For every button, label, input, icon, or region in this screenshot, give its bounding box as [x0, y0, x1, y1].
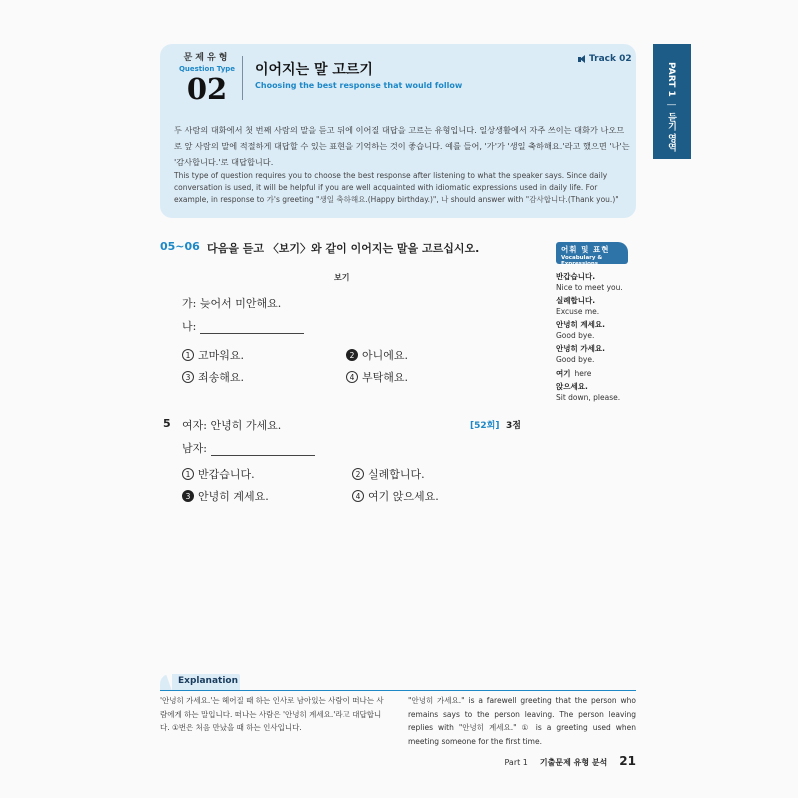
question-5-number: 5	[163, 417, 171, 430]
question-5-option-2-text: 실례합니다.	[368, 468, 425, 481]
option-number-4: 4	[346, 371, 358, 383]
side-tab-section: 듣기 영역	[666, 112, 676, 152]
example-option-1[interactable]	[182, 347, 244, 363]
question-5-line-a: 여자: 안녕히 가세요.	[182, 419, 282, 432]
example-answer-blank	[200, 324, 304, 334]
example-option-3-text: 죄송해요.	[198, 371, 245, 384]
header-divider	[242, 56, 243, 100]
option-number-1: 1	[182, 349, 194, 361]
option-number-3: 3	[182, 371, 194, 383]
vocab-item	[556, 272, 646, 293]
question-5-points: 3점	[506, 421, 521, 431]
footer-title: 기출문제 유형 분석	[539, 758, 608, 767]
question-5-option-4-text: 여기 앉으세요.	[368, 490, 439, 503]
example-option-4-text: 부탁해요.	[362, 371, 409, 384]
page-number: 21	[619, 754, 636, 768]
question-5-option-3[interactable]	[182, 488, 269, 504]
vocab-item	[556, 320, 646, 341]
vocab-heading	[556, 242, 628, 267]
part-side-tab	[653, 44, 691, 159]
question-5-option-2[interactable]	[352, 466, 425, 482]
vocab-list	[556, 272, 646, 406]
question-type-kr: 문제유형	[183, 53, 231, 63]
footer-part: Part 1	[504, 758, 528, 767]
vocab-item	[556, 344, 646, 365]
question-5-option-1[interactable]	[182, 466, 255, 482]
example-line-b	[182, 318, 304, 334]
vocab-meaning: Sit down, please.	[556, 393, 621, 402]
option-number-2-selected: 2	[346, 349, 358, 361]
question-instruction: 다음을 듣고 〈보기〉와 같이 이어지는 말을 고르십시오.	[207, 242, 480, 255]
question-type-number: 02	[186, 72, 228, 106]
question-5-option-4[interactable]	[352, 488, 439, 504]
vocab-title-kr: 어휘 및 표현	[561, 245, 610, 254]
vocab-meaning: Good bye.	[556, 355, 595, 364]
question-type-block	[176, 50, 238, 104]
question-type-header	[160, 44, 636, 218]
option-number-2: 2	[352, 468, 364, 480]
explanation-korean: '안녕히 가세요.'는 헤어질 때 하는 인사로 남아있는 사람이 떠나는 사람에게 하는 말입니다. 떠나는 사람은 '안녕히 계세요.'라고 대답합니다. ①번은 처음 만났을 때 하는 인사입니다.	[160, 696, 384, 732]
vocab-term: 여기	[556, 369, 571, 378]
vocab-meaning: here	[574, 369, 592, 378]
explanation-divider	[160, 690, 636, 691]
example-option-3[interactable]	[182, 369, 244, 385]
side-tab-part: PART 1	[666, 62, 676, 97]
vocab-term: 실례합니다.	[556, 296, 596, 305]
question-5-option-3-text: 안녕히 계세요.	[198, 490, 269, 503]
question-5-source: [52회]	[470, 421, 500, 431]
example-label: 보기	[334, 273, 350, 282]
example-option-1-text: 고마워요.	[198, 349, 245, 362]
description-korean: 두 사람의 대화에서 첫 번째 사람의 말을 듣고 뒤에 이어질 대답을 고르는 유형입니다. 일상생활에서 자주 쓰이는 대화가 나오므로 앞 사람의 말에 적절하게 대답할 수 있는 표현을 기억하는 것이 좋습니다. 예를 들어, '가'가 '생일 축하해요.'라고 했으면 '나'는 '감사합니다.'로 대답합니다.	[174, 125, 630, 167]
question-type-en: Question Type	[178, 65, 236, 73]
vocab-meaning: Nice to meet you.	[556, 283, 623, 292]
question-5-line-b	[182, 440, 315, 456]
question-5-line-b-speaker: 남자:	[182, 442, 207, 455]
example-line-a: 가: 늦어서 미안해요.	[182, 297, 282, 310]
example-option-4[interactable]	[346, 369, 408, 385]
page-footer	[504, 754, 636, 768]
vocab-meaning: Excuse me.	[556, 307, 600, 316]
vocab-term: 안녕히 가세요.	[556, 344, 605, 353]
example-option-2[interactable]	[346, 347, 408, 363]
track-label: Track 02	[589, 54, 632, 64]
example-option-2-text: 아니에요.	[362, 349, 409, 362]
vocab-item	[556, 382, 646, 403]
vocab-meaning: Good bye.	[556, 331, 595, 340]
audio-track-button[interactable]	[578, 54, 632, 64]
option-number-4: 4	[352, 490, 364, 502]
question-5-answer-blank	[211, 446, 315, 456]
option-number-1: 1	[182, 468, 194, 480]
vocab-item	[556, 296, 646, 317]
vocab-term: 반갑습니다.	[556, 272, 596, 281]
question-type-title: 이어지는 말 고르기	[255, 62, 373, 78]
vocab-item	[556, 368, 646, 379]
speaker-icon	[578, 55, 586, 64]
explanation-label: Explanation	[160, 674, 240, 691]
side-tab-text	[665, 62, 678, 152]
example-line-b-speaker: 나:	[182, 320, 197, 333]
question-5-option-1-text: 반갑습니다.	[198, 468, 255, 481]
vocab-term: 앉으세요.	[556, 382, 588, 391]
option-number-3-selected: 3	[182, 490, 194, 502]
side-tab-separator: |	[666, 102, 676, 107]
explanation-english: "안녕히 가세요." is a farewell greeting that the person who remains says to the person leaving. The person leaving replies with "안녕히 계세요." ① is a greeting used when meeting someone for the first time.	[408, 696, 636, 746]
question-range: 05~06	[160, 240, 200, 253]
description-english: This type of question requires you to choose the best response after listening to what the speaker says. Since daily conversation is used, it will be helpful if you are well acquainted with idiomatic expressions used in daily life. For example, in response to 가's greeting "생일 축하해요.(Happy birthday.)", 나 should answer with "감사합니다.(Thank you.)"	[174, 171, 619, 204]
question-type-subtitle: Choosing the best response that would follow	[255, 81, 463, 90]
vocab-title-en: Vocabulary & Expressions	[561, 255, 603, 267]
vocab-term: 안녕히 계세요.	[556, 320, 605, 329]
